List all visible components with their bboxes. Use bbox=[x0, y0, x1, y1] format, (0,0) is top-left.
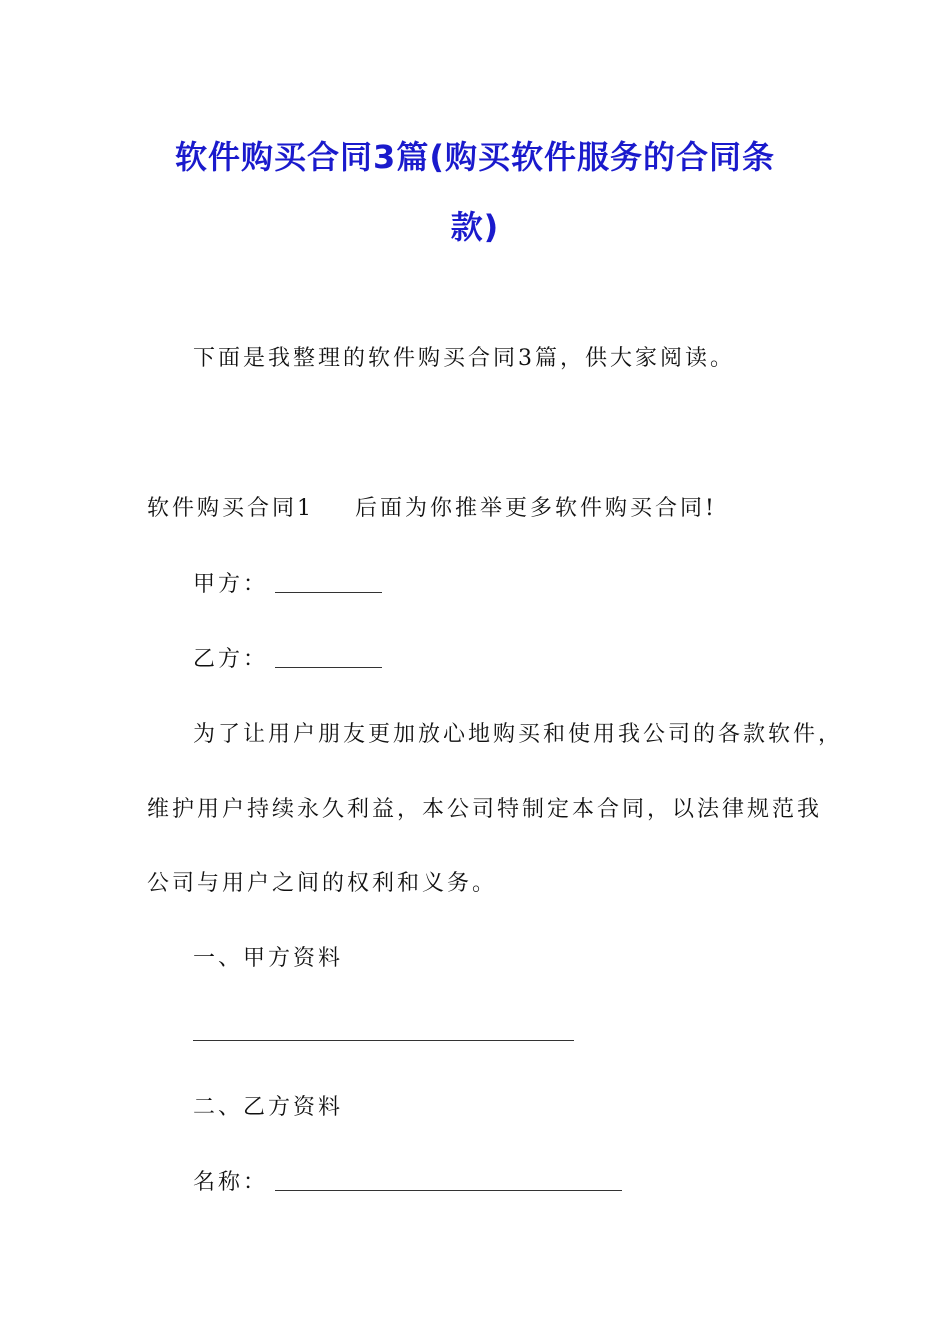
purpose-line-1: 为了让用户朋友更加放心地购买和使用我公司的各款软件， bbox=[193, 722, 844, 747]
document-title-line-1: 软件购买合同3篇(购买软件服务的合同条 bbox=[175, 138, 775, 176]
party-a-label: 甲方： bbox=[193, 572, 269, 597]
party-b-label: 乙方： bbox=[193, 647, 269, 672]
document-title-line-2: 款) bbox=[450, 208, 500, 246]
section-1-heading: 一、甲方资料 bbox=[193, 946, 344, 971]
purpose-line-3: 公司与用户之间的权利和义务。 bbox=[147, 871, 498, 896]
party-a-blank bbox=[275, 592, 382, 593]
party-b-line bbox=[193, 645, 268, 675]
name-line bbox=[193, 1168, 268, 1198]
contract-heading: 软件购买合同1 bbox=[147, 496, 314, 521]
intro-paragraph: 下面是我整理的软件购买合同3篇，供大家阅读。 bbox=[193, 346, 735, 371]
section-1-blank bbox=[193, 1040, 574, 1041]
name-blank bbox=[275, 1190, 622, 1191]
party-b-blank bbox=[275, 667, 382, 668]
section-2-heading: 二、乙方资料 bbox=[193, 1095, 344, 1120]
purpose-line-2: 维护用户持续永久利益，本公司特制定本合同，以法律规范我 bbox=[147, 797, 823, 822]
party-a-line bbox=[193, 570, 268, 600]
name-label: 名称： bbox=[193, 1170, 269, 1195]
recommend-text: 后面为你推举更多软件购买合同! bbox=[355, 496, 717, 521]
